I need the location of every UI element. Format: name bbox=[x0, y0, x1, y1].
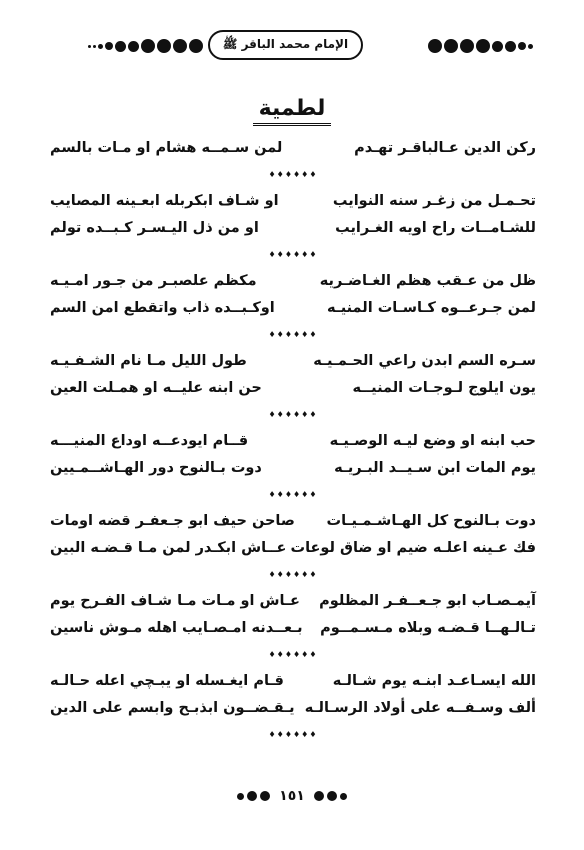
ornament-dot bbox=[98, 44, 103, 49]
stanza-separator: ♦♦♦♦♦♦ bbox=[268, 410, 318, 419]
verse-line bbox=[50, 428, 536, 455]
verse-right-hemistich: للشـامــات راح اويه الغـرايب bbox=[335, 220, 536, 236]
ornament-dot bbox=[141, 39, 155, 53]
verse-line bbox=[50, 695, 536, 722]
verse-line bbox=[50, 375, 536, 402]
poem-body bbox=[50, 135, 536, 748]
verse-right-hemistich: تحـمـل من زغـر سنه النوايب bbox=[332, 193, 536, 209]
page-title-wrap bbox=[0, 96, 584, 126]
verse-line bbox=[50, 348, 536, 375]
verse-right-hemistich: تـالـهــا قـضـه وبلاه مـسـمــوم bbox=[320, 620, 536, 636]
verse-line bbox=[50, 188, 536, 215]
ornament-dot bbox=[518, 42, 526, 50]
ornament-dot bbox=[428, 39, 442, 53]
verse-left-hemistich: طول الليل مـا نام الشـفـيـه bbox=[50, 353, 247, 369]
ornament-dot bbox=[476, 39, 490, 53]
verse-left-hemistich: مكظم علصبـر من جـور امـيـه bbox=[50, 273, 257, 289]
stanza-separator: ♦♦♦♦♦♦ bbox=[268, 730, 318, 739]
verse-left-hemistich: دوت بـالنوح دور الهـاشــمـيين bbox=[50, 460, 262, 476]
ornament-dot bbox=[444, 39, 458, 53]
ornament-dot bbox=[460, 39, 474, 53]
header-title: الإمام محمد الباقر ﷺ bbox=[208, 30, 363, 60]
verse-left-hemistich: اوكـبــده ذاب واتقطع امن السم bbox=[50, 300, 275, 316]
stanza-separator: ♦♦♦♦♦♦ bbox=[268, 250, 318, 259]
page-footer bbox=[0, 788, 584, 804]
verse-right-hemistich: فك عـينه اعلـه ضيم او ضاق لوعات bbox=[290, 540, 536, 556]
header-dots-left bbox=[88, 39, 203, 53]
page-title: لطمية bbox=[253, 96, 332, 126]
verse-line bbox=[50, 535, 536, 562]
verse-line bbox=[50, 508, 536, 535]
footer-dot bbox=[327, 791, 337, 801]
verse-line bbox=[50, 268, 536, 295]
ornament-dot bbox=[128, 41, 139, 52]
stanza-separator: ♦♦♦♦♦♦ bbox=[268, 170, 318, 179]
header-banner bbox=[88, 30, 533, 64]
ornament-dot bbox=[528, 44, 533, 49]
ornament-dot bbox=[505, 41, 516, 52]
verse-line bbox=[50, 455, 536, 482]
verse-line bbox=[50, 215, 536, 242]
ornament-dot bbox=[115, 41, 126, 52]
verse-left-hemistich: بـعــدنه امـصـايب اهله مـوش ناسين bbox=[50, 620, 303, 636]
verse-left-hemistich: او شـاف ابكربله ابعـينه المصايب bbox=[50, 193, 279, 209]
ornament-dot bbox=[492, 41, 503, 52]
verse-left-hemistich: او من ذل اليـسـر كـبــده تولم bbox=[50, 220, 259, 236]
verse-line bbox=[50, 588, 536, 615]
page-number: ١٥١ bbox=[279, 788, 305, 804]
verse-left-hemistich: صاحن حيف ابو جـعفـر قضه اومات bbox=[50, 513, 295, 529]
verse-left-hemistich: قــام ايودعــه اوداع المنيـــه bbox=[50, 433, 249, 449]
ornament-dot bbox=[105, 42, 113, 50]
verse-right-hemistich: لمن جـرعــوه كـاسـات المنيـه bbox=[326, 300, 536, 316]
verse-right-hemistich: يوم المات ابن سـيــد البـريـه bbox=[334, 460, 536, 476]
verse-right-hemistich: دوت بـالنوح كل الهـاشـمـيـات bbox=[326, 513, 536, 529]
ornament-dot bbox=[173, 39, 187, 53]
ornament-dot bbox=[93, 45, 96, 48]
verse-left-hemistich: قـام ايغـسله او يبـچي اعله حـالـه bbox=[50, 673, 284, 689]
verse-right-hemistich: يون ايلوج لـوجـات المنيــه bbox=[352, 380, 536, 396]
verse-right-hemistich: الله ايسـاعـد ابنـه يوم شـالـه bbox=[332, 673, 536, 689]
stanza-separator: ♦♦♦♦♦♦ bbox=[268, 490, 318, 499]
verse-left-hemistich: عـاش او مـات مـا شـاف الفـرح يوم bbox=[50, 593, 300, 609]
footer-dot bbox=[260, 791, 270, 801]
verse-left-hemistich: لمن سـمــه هشام او مـات بالسم bbox=[50, 140, 283, 156]
verse-right-hemistich: ألف وسـفــه على أولاد الرسـالـه bbox=[304, 700, 536, 716]
verse-right-hemistich: آيمـصـاب ابو جـعــفـر المظلوم bbox=[319, 593, 536, 609]
verse-left-hemistich: يـقـضــون ابذبـح وابسم على الدين bbox=[50, 700, 295, 716]
stanza-separator: ♦♦♦♦♦♦ bbox=[268, 570, 318, 579]
verse-line bbox=[50, 668, 536, 695]
verse-right-hemistich: ظل من عـقب هظم الغـاضـريه bbox=[319, 273, 536, 289]
verse-line bbox=[50, 615, 536, 642]
ornament-dot bbox=[157, 39, 171, 53]
verse-left-hemistich: عــاش ابكـدر لمن مـا قـضـه البين bbox=[50, 540, 287, 556]
stanza-separator: ♦♦♦♦♦♦ bbox=[268, 650, 318, 659]
footer-dot bbox=[237, 793, 244, 800]
footer-dot bbox=[340, 793, 347, 800]
ornament-dot bbox=[189, 39, 203, 53]
footer-dot bbox=[247, 791, 257, 801]
verse-right-hemistich: حب ابنه او وضع ليـه الوصـيـه bbox=[329, 433, 536, 449]
verse-right-hemistich: سـره السم ابدن راعي الحـمـيـه bbox=[313, 353, 536, 369]
verse-right-hemistich: ركن الدين عـالباقـر تهـدم bbox=[354, 140, 536, 156]
stanza-separator: ♦♦♦♦♦♦ bbox=[268, 330, 318, 339]
verse-line bbox=[50, 295, 536, 322]
verse-left-hemistich: حن ابنه عليــه او همـلت العين bbox=[50, 380, 262, 396]
ornament-dot bbox=[88, 45, 91, 48]
verse-line bbox=[50, 135, 536, 162]
footer-dot bbox=[314, 791, 324, 801]
header-dots-right bbox=[428, 39, 533, 53]
